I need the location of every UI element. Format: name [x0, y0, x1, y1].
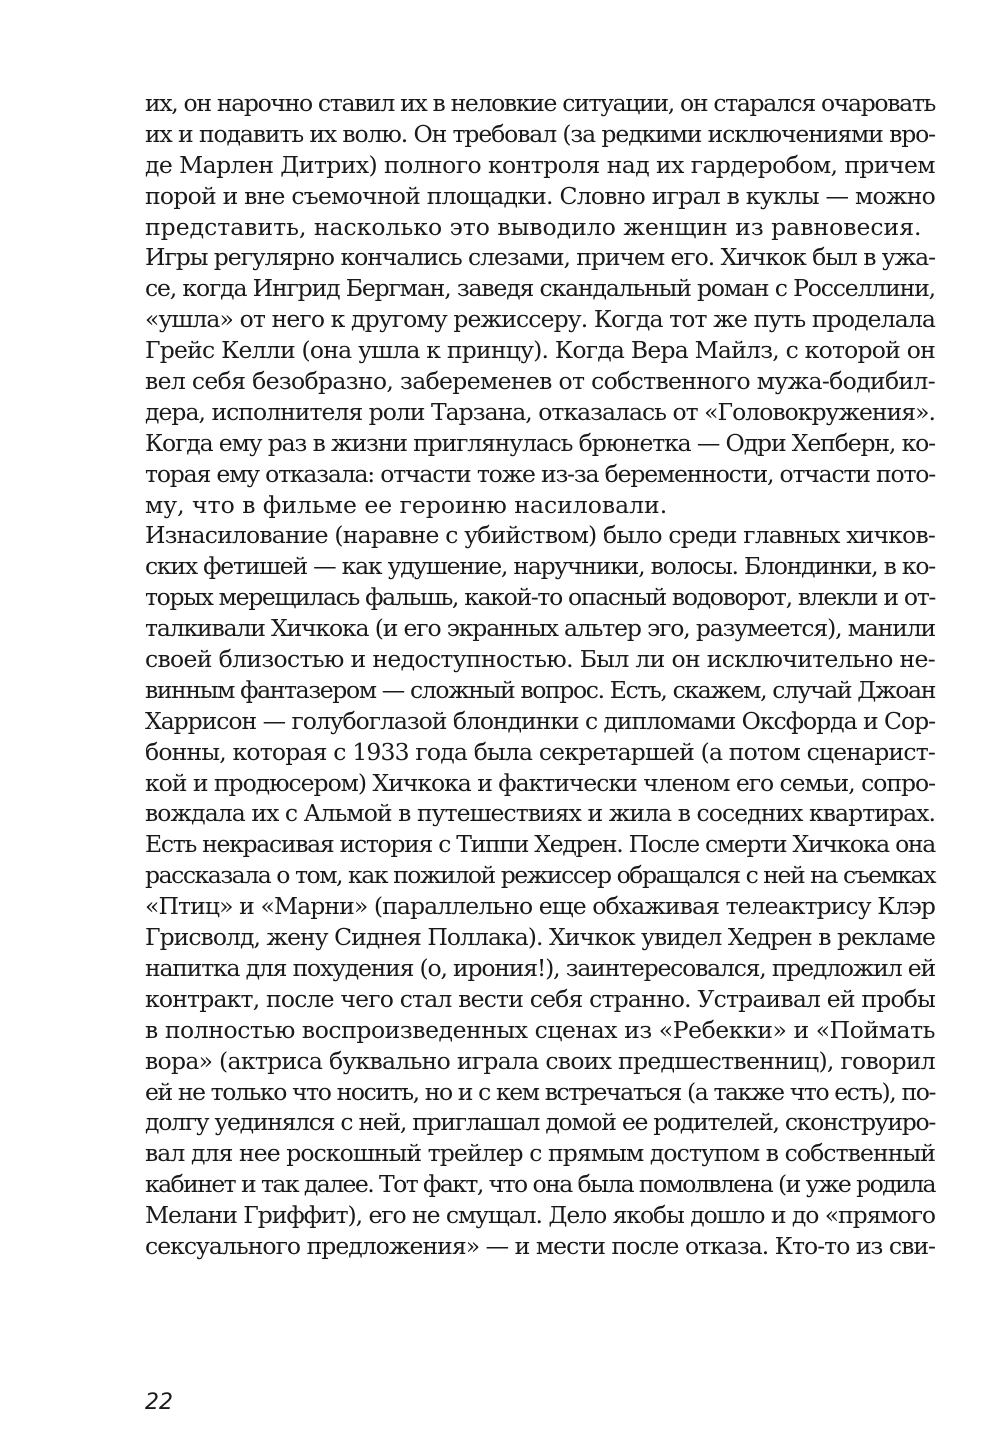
- text-line: в полностью воспроизведенных сценах из «Ребекки» и «Поймать: [145, 1015, 936, 1044]
- text-line: Игры регулярно кончались слезами, причем его. Хичкок был в ужа-: [145, 243, 936, 272]
- text-line: Есть некрасивая история с Типпи Хедрен. После смерти Хичкока она: [145, 830, 936, 859]
- text-line: порой и вне съемочной площадки. Словно играл в куклы — можно: [145, 181, 935, 210]
- text-line: Грисволд, жену Сиднея Поллака). Хичкок увидел Хедрен в рекламе: [145, 923, 935, 952]
- text-line: дера, исполнителя роли Тарзана, отказалась от «Головокружения».: [145, 397, 935, 426]
- text-line: талкивали Хичкока (и его экранных альтер эго, разумеется), манили: [145, 614, 935, 643]
- text-line: Харрисон — голубоглазой блондинки с дипломами Оксфорда и Сор-: [145, 706, 935, 735]
- text-line: вора» (актриса буквально играла своих предшественниц), говорил: [145, 1046, 935, 1075]
- text-line: своей близостью и недоступностью. Был ли он исключительно не-: [145, 645, 935, 674]
- text-line: «Птиц» и «Марни» (параллельно еще обхаживая телеактрису Клэр: [145, 892, 935, 921]
- text-line: напитка для похудения (о, ирония!), заинтересовался, предложил ей: [145, 953, 935, 982]
- text-line: ских фетишей — как удушение, наручники, волосы. Блондинки, в ко-: [145, 552, 935, 581]
- text-line: их и подавить их волю. Он требовал (за редкими исключениями вро-: [145, 119, 935, 148]
- text-line: долгу уединялся с ней, приглашал домой ее родителей, сконструиро-: [145, 1108, 935, 1137]
- text-line: Мелани Гриффит), его не смущал. Дело якобы дошло и до «прямого: [145, 1201, 936, 1230]
- text-line: се, когда Ингрид Бергман, заведя скандальный роман с Росселлини,: [145, 274, 936, 303]
- text-line: винным фантазером — сложный вопрос. Есть, скажем, случай Джоан: [145, 675, 935, 704]
- text-line: сексуального предложения» — и мести после отказа. Кто-то из сви-: [145, 1231, 936, 1260]
- text-line: вел себя безобразно, забеременев от собственного мужа-бодибил-: [145, 367, 935, 396]
- text-line: рассказала о том, как пожилой режиссер обращался с ней на съемках: [145, 861, 935, 890]
- text-line: кабинет и так далее. Тот факт, что она была помолвлена (и уже родила: [145, 1170, 935, 1199]
- text-line: Когда ему раз в жизни приглянулась брюнетка — Одри Хепберн, ко-: [145, 428, 935, 457]
- text-line: Изнасилование (наравне с убийством) было среди главных хичков-: [145, 521, 935, 550]
- text-line: «ушла» от него к другому режиссеру. Когда тот же путь проделала: [145, 305, 936, 334]
- text-line: вал для нее роскошный трейлер с прямым доступом в собственный: [145, 1139, 935, 1168]
- text-line: кой и продюсером) Хичкока и фактически членом его семьи, сопро-: [145, 768, 935, 797]
- text-line: вождала их с Альмой в путешествиях и жила в соседних квартирах.: [145, 799, 935, 828]
- text-line: Грейс Келли (она ушла к принцу). Когда Вера Майлз, с которой он: [145, 336, 935, 365]
- text-line: торых мерещилась фальшь, какой-то опасный водоворот, влекли и от-: [145, 583, 935, 612]
- text-line: де Марлен Дитрих) полного контроля над их гардеробом, причем: [145, 150, 935, 179]
- text-line: му, что в фильме ее героиню насиловали.: [145, 490, 668, 519]
- page-number: 22: [145, 1390, 173, 1415]
- text-line: бонны, которая с 1933 года была секретаршей (а потом сценарист-: [145, 737, 935, 766]
- text-line: ей не только что носить, но и с кем встречаться (а также что есть), по-: [145, 1077, 935, 1106]
- text-line: их, он нарочно ставил их в неловкие ситуации, он старался очаровать: [145, 89, 935, 117]
- body-text: [145, 88, 935, 1262]
- text-line: представить, насколько это выводило женщин из равновесия.: [145, 212, 922, 241]
- text-line: торая ему отказала: отчасти тоже из-за беременности, отчасти пото-: [145, 459, 936, 488]
- text-line: контракт, после чего стал вести себя странно. Устраивал ей пробы: [145, 984, 936, 1013]
